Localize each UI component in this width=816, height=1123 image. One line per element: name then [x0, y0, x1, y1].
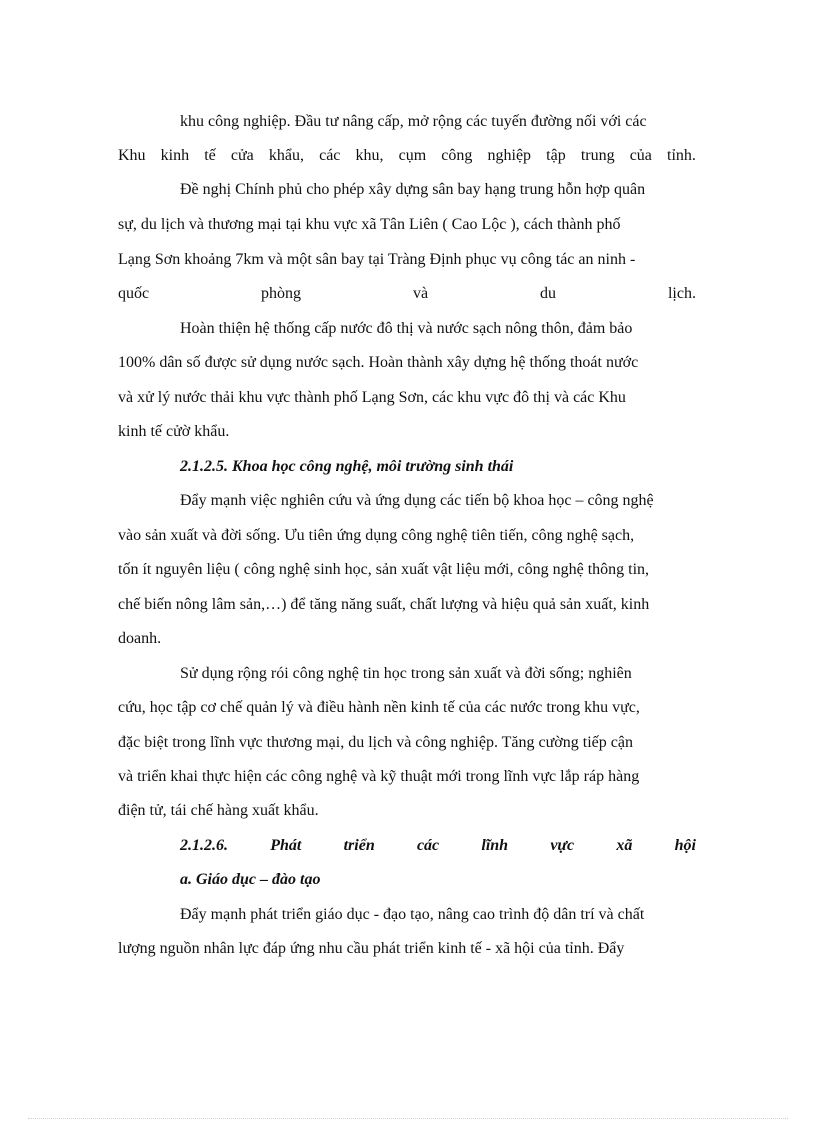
text-line: Hoàn thiện hệ thống cấp nước đô thị và nước sạch nông thôn, đảm bảo [180, 320, 633, 337]
heading-word: Phát [270, 837, 302, 854]
text-line: Đẩy mạnh việc nghiên cứu và ứng dụng các tiến bộ khoa học – công nghệ [180, 492, 654, 509]
text-line: và triển khai thực hiện các công nghệ và kỹ thuật mới trong lĩnh vực lắp ráp hàng [118, 768, 640, 785]
text-line: tốn ít nguyên liệu ( công nghệ sinh học, sản xuất vật liệu mới, công nghệ thông tin, [118, 561, 650, 578]
word: du [540, 285, 557, 302]
text-line: chế biến nông lâm sản,…) để tăng năng suất, chất lượng và hiệu quả sản xuất, kinh [118, 596, 650, 613]
word: tế [204, 147, 216, 164]
word: khu, [355, 147, 384, 164]
text-line: doanh. [118, 630, 162, 647]
word: trung [580, 147, 615, 164]
text-line: 100% dân số được sử dụng nước sạch. Hoàn thành xây dựng hệ thống thoát nước [118, 354, 639, 371]
text-line: vào sản xuất và đời sống. Ưu tiên ứng dụng công nghệ tiên tiến, công nghệ sạch, [118, 527, 635, 544]
text-line: kinh tế cửờ khẩu. [118, 423, 230, 440]
word: và [412, 285, 429, 302]
word: khẩu, [268, 147, 304, 164]
text-line: Đề nghị Chính phủ cho phép xây dựng sân bay hạng trung hỗn hợp quân [180, 181, 646, 198]
heading-word: hội [674, 837, 696, 854]
text-line-justified [118, 284, 696, 304]
heading-word: vực [550, 837, 575, 854]
word: các [319, 147, 341, 164]
word: cửa [230, 147, 254, 164]
word: phòng [261, 285, 302, 302]
text-line: và xử lý nước thải khu vực thành phố Lạng Sơn, các khu vực đô thị và các Khu [118, 389, 626, 406]
heading-word: 2.1.2.6. [180, 837, 228, 854]
text-line: Sử dụng rộng rói công nghệ tin học trong sản xuất và đời sống; nghiên [180, 665, 632, 682]
word: lịch. [667, 285, 696, 302]
text-line: khu công nghiệp. Đầu tư nâng cấp, mở rộng các tuyến đường nối với các [180, 113, 647, 130]
text-line: đặc biệt trong lĩnh vực thương mại, du lịch và công nghiệp. Tăng cường tiếp cận [118, 734, 633, 751]
text-line: Đẩy mạnh phát triển giáo dục - đạo tạo, nâng cao trình độ dân trí và chất [180, 906, 645, 923]
word: kinh [160, 147, 190, 164]
word: tập [546, 147, 566, 164]
heading-word: lĩnh [481, 837, 509, 854]
text-line: lượng nguồn nhân lực đáp ứng nhu cầu phát triển kinh tế - xã hội của tỉnh. Đẩy [118, 940, 625, 957]
section-heading-2-1-2-5: 2.1.2.5. Khoa học công nghệ, môi trường sinh thái [180, 458, 514, 475]
word: cụm [398, 147, 427, 164]
word: Khu [118, 147, 146, 164]
section-heading-2-1-2-6 [180, 836, 696, 856]
page-bottom-divider [28, 1118, 788, 1119]
word: của [629, 147, 652, 164]
word: quốc [118, 285, 150, 302]
word: nghiệp [487, 147, 532, 164]
text-line: Lạng Sơn khoảng 7km và một sân bay tại Tràng Định phục vụ công tác an ninh - [118, 251, 636, 268]
text-line: cứu, học tập cơ chế quản lý và điều hành nền kinh tế của các nước trong khu vực, [118, 699, 640, 716]
heading-word: triển [343, 837, 375, 854]
word: công [441, 147, 473, 164]
text-line: điện tử, tái chế hàng xuất khẩu. [118, 802, 319, 819]
heading-word: các [416, 837, 440, 854]
word: tỉnh. [667, 147, 696, 164]
subsection-heading-education: a. Giáo dục – đào tạo [180, 871, 321, 888]
heading-word: xã [616, 837, 633, 854]
text-line-justified [118, 146, 696, 166]
text-line: sự, du lịch và thương mại tại khu vực xã Tân Liên ( Cao Lộc ), cách thành phố [118, 216, 621, 233]
